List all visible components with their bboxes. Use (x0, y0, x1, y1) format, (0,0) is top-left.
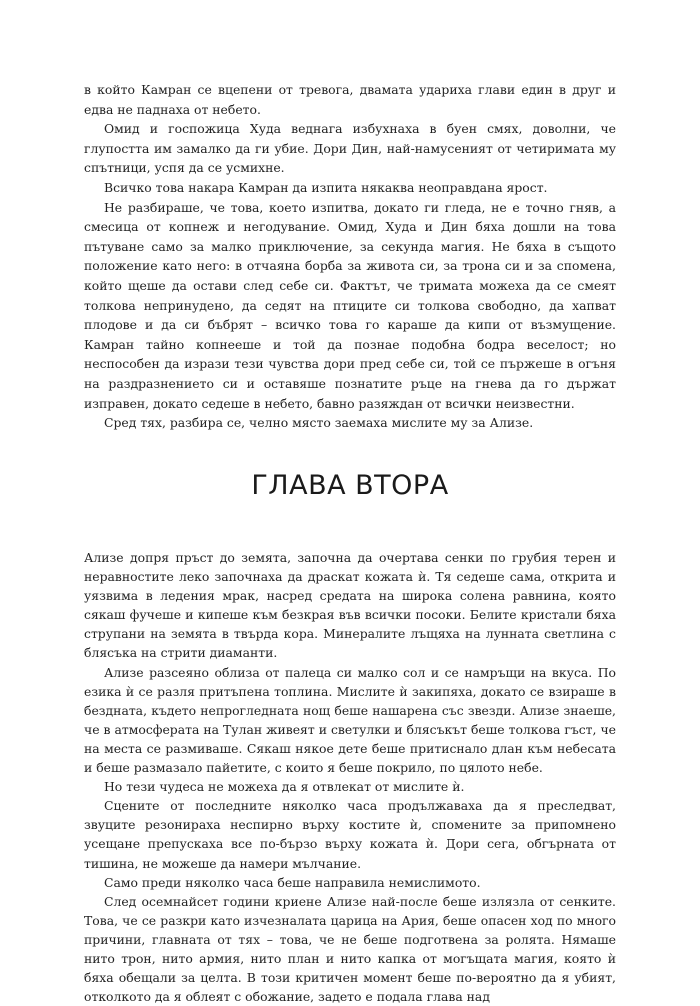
paragraph: Сред тях, разбира се, челно място заемаха мислите му за Ализе. (104, 415, 534, 431)
paragraph: Ализе допря пръст до земята, започна да очертава сенки по грубия терен и неравностите леко започнаха да драскат кожата ѝ. Тя седеше сама, открита и уязвима в ледения мрак, насред средата на широка солена равнина, която сякаш фучеше и кипеше към безкрая във всички посоки. Белите кристали бяха струпани на земята в твърда кора. Минералите лъщяха на лунната светлина с блясъка на стрити диаманти. (84, 550, 616, 661)
chapter-title: ГЛАВА ВТОРА (251, 470, 449, 501)
paragraph: Ализе разсеяно облиза от палеца си малко сол и се намръщи на вкуса. По езика ѝ се разля притъпена топлина. Мислите ѝ закипяха, докато се взираше в бездната, където непрогледната нощ беше нашарена със звезди. Ализе знаеше, че в атмосферата на Тулан живеят и светулки и блясъкът беше толкова гъст, че на места се размиваше. Сякаш някое дете беше притиснало длан към небесата и беше размазало пайетите, с които я беше покрило, по цялото небе. (84, 664, 616, 776)
paragraph: Само преди няколко часа беше направила немислимото. (104, 874, 481, 890)
text-block-chapter (84, 548, 616, 1006)
paragraph: Не разбираше, че това, което изпитва, докато ги гледа, не е точно гняв, а смесица от копнеж и негодувание. Омид, Худа и Дин бяха дошли на това пътуване само за малко приключение, за секунда магия. Не бяха в същото положение като него: в отчаяна борба за живота си, за трона си и за спомена, който щеше да остави след себе си. Фактът, че тримата можеха да се смеят толкова непринудено, да седят на птиците си толкова свободно, да хапват плодове и да си бъбрят – всичко това го караше да кипи от възмущение. Камран тайно копнееше и той да познае подобна бодра веселост; но неспособен да изрази тези чувства дори пред себе си, той се пържеше в огъня на раздразнението си и оставяше познатите ръце на гнева да го държат изправен, докато седеше в небето, бавно разяждан от всички неизвестни. (84, 199, 616, 411)
paragraph: След осемнайсет години криене Ализе най-после беше излязла от сенките. Това, че се разкри като изчезналата царица на Ария, беше опасен ход по много причини, главната от тях – това, че не беше подготвена за ролята. Нямаше нито трон, нито армия, нито план и нито капка от могъщата магия, която ѝ бяха обещали за целта. В този критичен момент беше по-вероятно да я убият, отколкото да я облеят с обожание, задето е подала глава над (84, 893, 616, 1005)
paragraph: Всичко това накара Камран да изпита някаква неоправдана ярост. (104, 179, 548, 195)
paragraph: Омид и госпожица Худа веднага избухнаха в буен смях, доволни, че глупостта им замалко да ги убие. Дори Дин, най-намусеният от четиримата му спътници, успя да се усмихне. (84, 121, 616, 176)
paragraph: в който Камран се вцепени от тревога, двамата удариха глави един в друг и едва не паднаха от небето. (84, 82, 616, 117)
text-block-top (84, 80, 616, 433)
paragraph: Сцените от последните няколко часа продължаваха да я преследват, звуците резонираха неспирно върху костите ѝ, спомените за припомнено усещане препускаха все по-бързо върху кожата ѝ. Дори сега, обгърната от тишина, не можеше да намери мълчание. (84, 798, 616, 871)
paragraph: Но тези чудеса не можеха да я отвлекат от мислите ѝ. (104, 779, 465, 795)
